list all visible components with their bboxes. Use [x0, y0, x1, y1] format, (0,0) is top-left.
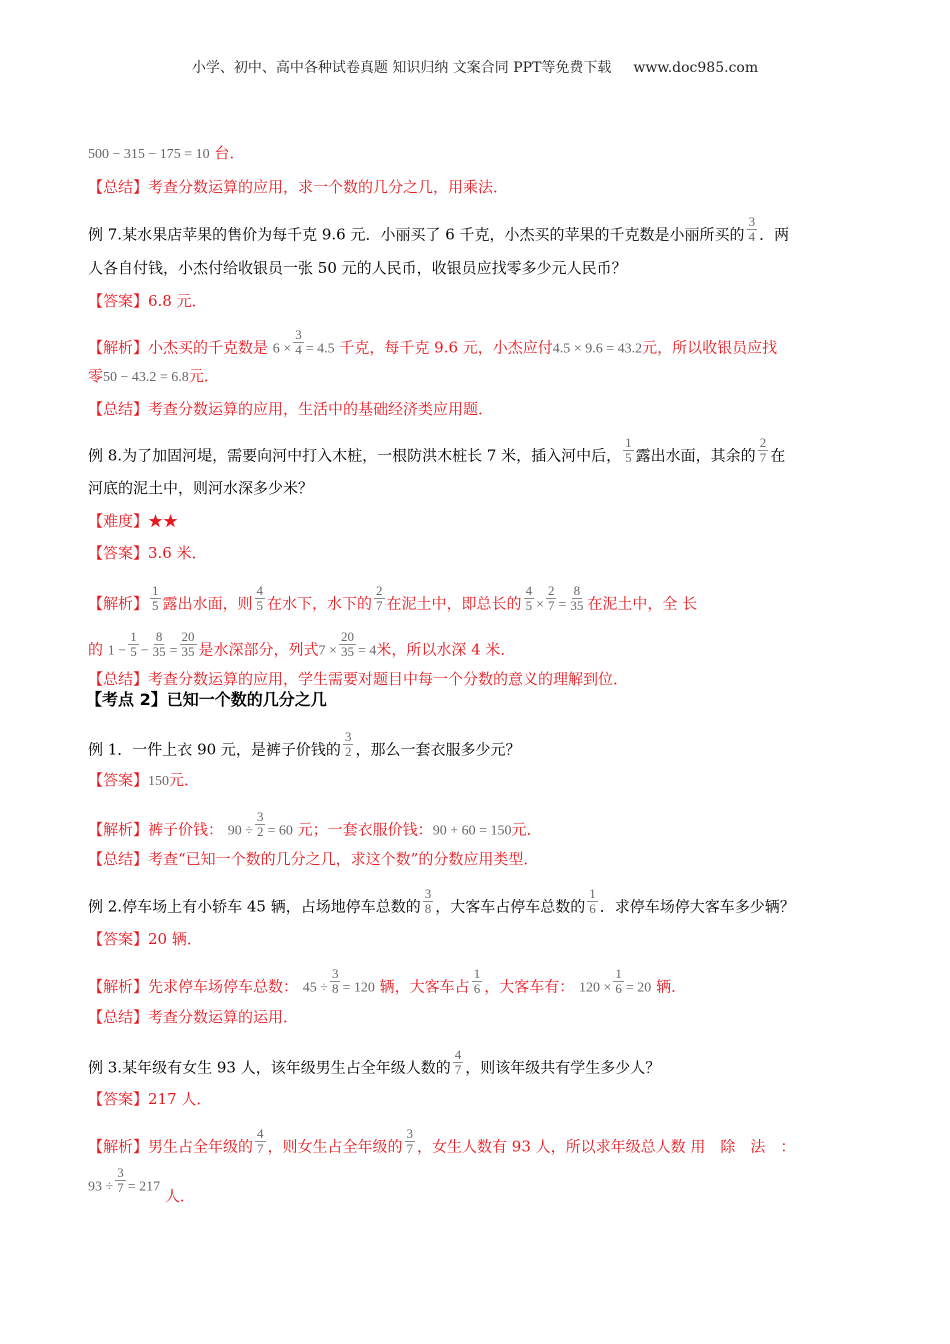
- question-text: ．求停车场停大客车多少辆？: [599, 897, 795, 916]
- solution-text: ，大客车有：: [484, 977, 575, 996]
- frac-den: 7: [257, 1141, 264, 1156]
- ex8-summary: 【总结】考查分数运算的应用，学生需要对题目中每一个分数的意义的理解到位．: [88, 670, 629, 688]
- frac-num: 8: [155, 629, 163, 644]
- math-expression: 93 ÷: [88, 1179, 114, 1195]
- solution-text: ，女生人数有 93 人，所以求年级总人数 用 除 法 ：: [417, 1137, 796, 1156]
- ex7-question-line1: [88, 214, 790, 250]
- question-text: ，那么一套衣服多少元？: [355, 740, 521, 759]
- math-expression: = 60: [267, 823, 293, 839]
- question-text: ，则该年级共有学生多少人？: [465, 1058, 661, 1077]
- solution-text: 在水下，水下的: [267, 594, 373, 613]
- frac-den: 6: [473, 981, 481, 996]
- ex1-answer: [88, 770, 199, 792]
- math-operator: =: [558, 597, 567, 613]
- fraction: [330, 967, 341, 996]
- fraction: [374, 584, 385, 613]
- frac-den: 8: [331, 981, 339, 996]
- ex2-solution: [88, 966, 687, 1002]
- solution-text: 的: [88, 640, 104, 659]
- frac-num: 4: [256, 583, 264, 598]
- ex1-summary: 【总结】考查“已知一个数的几分之几，求这个数”的分数应用类型．: [88, 850, 539, 868]
- frac-den: 7: [117, 1180, 124, 1195]
- fraction: [613, 967, 624, 996]
- solution-text: ，则女生占全年级的: [267, 1137, 403, 1156]
- frac-num: 20: [181, 629, 195, 644]
- frac-num: 3: [344, 729, 352, 744]
- frac-den: 5: [525, 598, 533, 613]
- frac-den: 4: [295, 342, 302, 357]
- solution-text: 【解析】: [88, 594, 149, 613]
- frac-num: 2: [759, 435, 767, 450]
- frac-num: 1: [130, 629, 137, 644]
- math-expression: = 120: [342, 980, 375, 996]
- fraction: [339, 630, 356, 659]
- question-text: 露出水面，其余的: [635, 446, 756, 465]
- fraction: [453, 1048, 464, 1077]
- solution-text: 在泥土中，即总长的: [386, 594, 522, 613]
- fraction: [568, 584, 585, 613]
- ex2-answer: 【答案】20 辆．: [88, 930, 202, 948]
- solution-text: 在泥土中，全 长: [587, 594, 698, 613]
- ex7-summary: 【总结】考查分数运算的应用，生活中的基础经济类应用题．: [88, 400, 494, 418]
- frac-num: 3: [256, 809, 264, 824]
- frac-num: 3: [117, 1165, 124, 1180]
- frac-den: 6: [615, 981, 622, 996]
- summary-prev: 【总结】考查分数运算的应用，求一个数的几分之几，用乘法．: [88, 178, 509, 196]
- solution-text: 元．: [511, 820, 542, 839]
- frac-den: 4: [748, 229, 756, 244]
- frac-num: 1: [615, 966, 622, 981]
- ex3-solution-line2: [88, 1165, 195, 1205]
- page-header: [0, 57, 950, 77]
- math-operator: =: [169, 643, 178, 659]
- solution-text: 辆，大客车占: [379, 977, 470, 996]
- solution-text: 是水深部分，列式: [198, 640, 319, 659]
- question-text: 例 7.某水果店苹果的售价为每千克 9.6 元．小丽买了 6 千克，小杰买的苹果的千克数是小丽所买的: [88, 225, 745, 244]
- frac-den: 6: [589, 901, 596, 916]
- frac-num: 1: [152, 583, 159, 598]
- frac-den: 5: [152, 598, 159, 613]
- solution-text: 露出水面，则: [162, 594, 253, 613]
- ex8-question-line1: [88, 435, 786, 471]
- frac-den: 35: [570, 598, 584, 613]
- math-expression: 90 + 60 = 150: [432, 823, 512, 839]
- solution-text: 千克，每千克 9.6 元，小杰应付: [339, 338, 553, 357]
- ex8-difficulty: [88, 511, 178, 531]
- fraction: [423, 887, 434, 916]
- unit-text: 元．: [169, 771, 200, 789]
- math-expression: 90 ÷: [227, 823, 253, 839]
- frac-den: 35: [152, 644, 166, 659]
- frac-num: 3: [424, 886, 432, 901]
- solution-text: 零: [88, 367, 104, 385]
- fraction: [180, 630, 197, 659]
- solution-text: 元．: [188, 367, 219, 385]
- frac-den: 8: [424, 901, 432, 916]
- frac-den: 7: [376, 598, 383, 613]
- fraction: [758, 436, 769, 465]
- ex7-solution-line2: [88, 366, 219, 388]
- prev-equation-line: [88, 143, 244, 165]
- frac-num: 3: [406, 1126, 414, 1141]
- ex1-solution: [88, 809, 542, 845]
- math-expression: 6 ×: [272, 341, 292, 357]
- header-text: 小学、初中、高中各种试卷真题 知识归纳 文案合同 PPT等免费下载: [191, 60, 612, 76]
- frac-den: 5: [625, 450, 632, 465]
- solution-text: 米，所以水深 4 米．: [376, 640, 516, 659]
- solution-text: 【解析】男生占全年级的: [88, 1137, 254, 1156]
- solution-text: 人．: [164, 1186, 195, 1205]
- frac-den: 35: [340, 644, 354, 659]
- frac-num: 3: [331, 966, 339, 981]
- fraction: [128, 630, 139, 659]
- question-text: 在: [770, 446, 786, 465]
- ex7-solution-line1: [88, 327, 778, 363]
- fraction: [623, 436, 634, 465]
- frac-den: 2: [344, 744, 352, 759]
- math-expression: = 217: [127, 1179, 161, 1195]
- ex8-answer: 【答案】3.6 米．: [88, 544, 207, 562]
- fraction: [255, 584, 266, 613]
- ex3-question: [88, 1047, 661, 1083]
- question-text: 例 8.为了加固河堤，需要向河中打入木桩，一根防洪木桩长 7 米，插入河中后，: [88, 446, 622, 465]
- math-expression: 50 − 43.2 = 6.8: [103, 370, 189, 385]
- fraction: [546, 584, 557, 613]
- frac-den: 7: [406, 1141, 414, 1156]
- question-text: 例 2.停车场上有小轿车 45 辆，占场地停车总数的: [88, 897, 421, 916]
- ex3-answer: 【答案】217 人．: [88, 1090, 212, 1108]
- fraction: [747, 215, 758, 244]
- math-expression: 4.5 × 9.6 = 43.2: [552, 341, 643, 357]
- frac-den: 7: [454, 1062, 462, 1077]
- solution-text: 辆．: [656, 977, 687, 996]
- ex1-question: [88, 729, 521, 765]
- fraction: [151, 630, 168, 659]
- ex2-question: [88, 886, 795, 922]
- solution-text: 元；一套衣服价钱：: [297, 820, 433, 839]
- frac-num: 3: [748, 214, 756, 229]
- math-expression: = 20: [625, 980, 652, 996]
- frac-den: 7: [759, 450, 767, 465]
- difficulty-label: 【难度】: [88, 512, 149, 530]
- math-expression: = 4.5: [305, 341, 335, 357]
- fraction: [293, 328, 304, 357]
- frac-num: 4: [454, 1047, 462, 1062]
- solution-text: 【解析】先求停车场停车总数：: [88, 977, 299, 996]
- frac-den: 5: [130, 644, 137, 659]
- ex7-question-line2: 人各自付钱，小杰付给收银员一张 50 元的人民币，收银员应找零多少元人民币？: [88, 259, 627, 277]
- math-operator: ×: [536, 597, 544, 613]
- frac-num: 1: [589, 886, 596, 901]
- frac-num: 2: [547, 583, 555, 598]
- math-expression: 120 ×: [578, 980, 612, 996]
- math-expression: 500 − 315 − 175 = 10: [88, 147, 210, 162]
- ex3-solution-line1: [88, 1126, 796, 1162]
- star-icon: ★★: [148, 512, 179, 530]
- frac-den: 7: [547, 598, 555, 613]
- frac-num: 1: [625, 435, 632, 450]
- fraction: [255, 1127, 266, 1156]
- question-text: 例 3.某年级有女生 93 人，该年级男生占全年级人数的: [88, 1058, 451, 1077]
- solution-text: 元，所以收银员应找: [642, 338, 778, 357]
- fraction: [150, 584, 161, 613]
- frac-den: 5: [256, 598, 264, 613]
- frac-num: 4: [257, 1126, 264, 1141]
- ex8-question-line2: 河底的泥土中，则河水深多少米？: [88, 479, 314, 497]
- unit-text: 台．: [214, 144, 245, 162]
- ex2-summary: 【总结】考查分数运算的运用．: [88, 1008, 299, 1026]
- fraction: [472, 967, 483, 996]
- fraction: [405, 1127, 416, 1156]
- question-text: ．两: [759, 225, 790, 244]
- frac-num: 3: [295, 327, 302, 342]
- frac-den: 2: [256, 824, 264, 839]
- frac-num: 2: [376, 583, 383, 598]
- math-expression: 1 −: [107, 643, 127, 659]
- solution-text: 【解析】小杰买的千克数是: [88, 338, 269, 357]
- fraction: [587, 887, 598, 916]
- header-url[interactable]: www.doc985.com: [633, 60, 759, 76]
- frac-num: 4: [525, 583, 533, 598]
- fraction: [524, 584, 535, 613]
- section-heading: 【考点 2】已知一个数的几分之几: [86, 690, 327, 709]
- ex8-solution-line1: [88, 583, 698, 619]
- math-expression: 150: [148, 774, 170, 789]
- frac-num: 1: [473, 966, 481, 981]
- frac-den: 35: [181, 644, 195, 659]
- fraction: [343, 730, 354, 759]
- math-expression: = 4: [357, 643, 377, 659]
- question-text: 例 1．一件上衣 90 元，是裤子价钱的: [88, 740, 341, 759]
- fraction: [115, 1166, 126, 1195]
- ex7-answer: 【答案】6.8 元．: [88, 292, 207, 310]
- ex8-solution-line2: [88, 629, 516, 665]
- fraction: [255, 810, 266, 839]
- math-operator: −: [140, 643, 149, 659]
- frac-num: 20: [340, 629, 354, 644]
- math-expression: 45 ÷: [302, 980, 328, 996]
- answer-label: 【答案】: [88, 771, 149, 789]
- solution-text: 【解析】裤子价钱：: [88, 820, 224, 839]
- frac-num: 8: [573, 583, 581, 598]
- math-expression: 7 ×: [318, 643, 337, 659]
- question-text: ，大客车占停车总数的: [435, 897, 586, 916]
